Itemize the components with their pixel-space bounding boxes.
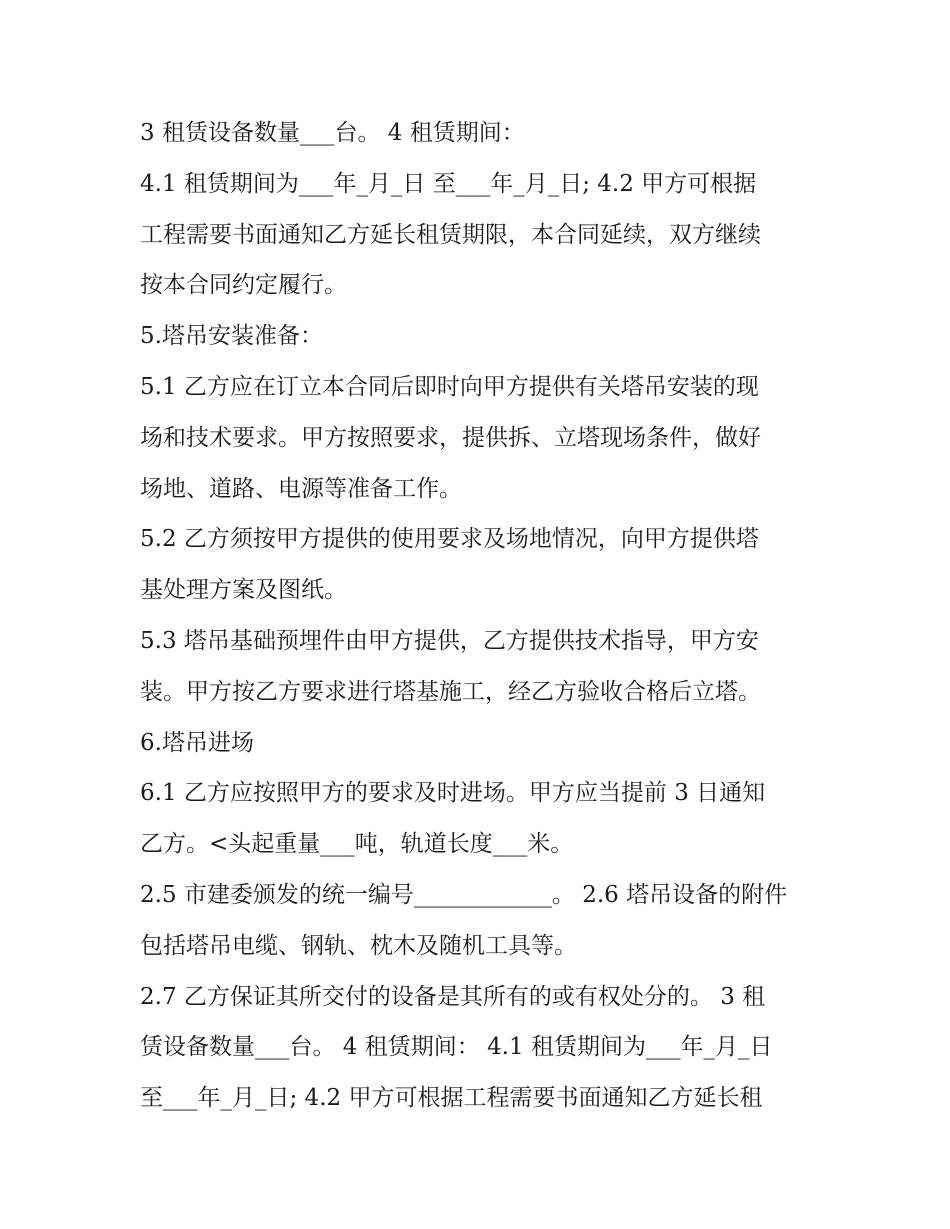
document-body [140, 108, 830, 1124]
text-line-4: 按本合同约定履行。 [140, 272, 347, 299]
text-line-1: 3 租赁设备数量___台。 4 租赁期间： [140, 120, 525, 146]
text-line-6: 5.1 乙方应在订立本合同后即时向甲方提供有关塔吊安装的现 [140, 373, 759, 400]
text-line-14: 6.1 乙方应按照甲方的要求及时进场。甲方应当提前 3 日通知 [140, 780, 766, 807]
text-line-18: 2.7 乙方保证其所交付的设备是其所有的或有权处分的。 3 租 [140, 983, 766, 1010]
text-line-20: 至___年_月_日; 4.2 甲方可根据工程需要书面通知乙方延长租 [140, 1085, 763, 1112]
text-line-2: 4.1 租赁期间为___年_月_日 至___年_月_日; 4.2 甲方可根据 [140, 170, 757, 197]
text-line-16: 2.5 市建委颁发的统一编号____________。 2.6 塔吊设备的附件 [140, 881, 788, 908]
text-line-11: 5.3 塔吊基础预埋件由甲方提供，乙方提供技术指导，甲方安 [140, 627, 759, 654]
section-heading-5: 5.塔吊安装准备： [140, 323, 323, 350]
text-line-7: 场和技术要求。甲方按照要求，提供拆、立塔现场条件，做好 [140, 424, 761, 451]
section-heading-6: 6.塔吊进场 [140, 729, 254, 756]
text-line-15: 乙方。<头起重量___吨，轨道长度___米。 [140, 831, 574, 858]
text-line-10: 基处理方案及图纸。 [140, 577, 347, 604]
text-line-9: 5.2 乙方须按甲方提供的使用要求及场地情况，向甲方提供塔 [140, 526, 759, 553]
text-line-19: 赁设备数量___台。 4 租赁期间： 4.1 租赁期间为___年_月_日 [140, 1034, 773, 1061]
text-line-8: 场地、道路、电源等准备工作。 [140, 475, 462, 502]
text-line-3: 工程需要书面通知乙方延长租赁期限，本合同延续，双方继续 [140, 221, 761, 248]
text-line-17: 包括塔吊电缆、钢轨、枕木及随机工具等。 [140, 932, 577, 959]
text-line-12: 装。甲方按乙方要求进行塔基施工，经乙方验收合格后立塔。 [140, 678, 761, 705]
